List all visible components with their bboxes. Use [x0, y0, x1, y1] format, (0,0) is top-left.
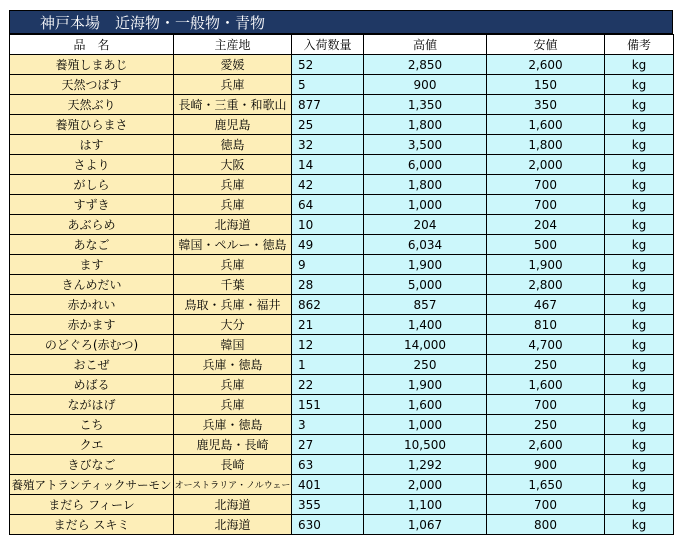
table-row [10, 415, 674, 435]
cell-note: kg [605, 135, 674, 155]
cell-name: おこぜ [10, 355, 174, 375]
cell-name: 養殖アトランティックサーモン [10, 475, 174, 495]
table-row [10, 375, 674, 395]
cell-low-price: 1,800 [487, 135, 605, 155]
table-row [10, 115, 674, 135]
cell-name: まだら フィーレ [10, 495, 174, 515]
cell-name: ながはげ [10, 395, 174, 415]
table-row [10, 75, 674, 95]
cell-note: kg [605, 475, 674, 495]
cell-quantity: 52 [292, 55, 364, 75]
cell-origin: 兵庫 [174, 395, 292, 415]
cell-name: のどぐろ(赤むつ) [10, 335, 174, 355]
header-origin: 主産地 [174, 35, 292, 55]
cell-low-price: 150 [487, 75, 605, 95]
cell-origin: 長崎・三重・和歌山 [174, 95, 292, 115]
price-sheet [9, 10, 673, 535]
cell-low-price: 250 [487, 415, 605, 435]
table-row [10, 295, 674, 315]
cell-high-price: 1,800 [364, 175, 487, 195]
cell-name: ます [10, 255, 174, 275]
cell-note: kg [605, 335, 674, 355]
header-row [10, 35, 674, 55]
cell-low-price: 467 [487, 295, 605, 315]
table-row [10, 455, 674, 475]
cell-high-price: 1,400 [364, 315, 487, 335]
cell-quantity: 877 [292, 95, 364, 115]
header-low-price: 安値 [487, 35, 605, 55]
cell-quantity: 862 [292, 295, 364, 315]
header-name: 品 名 [10, 35, 174, 55]
table-row [10, 95, 674, 115]
cell-high-price: 1,292 [364, 455, 487, 475]
cell-name: 赤かれい [10, 295, 174, 315]
cell-name: きびなご [10, 455, 174, 475]
cell-note: kg [605, 175, 674, 195]
cell-name: あぶらめ [10, 215, 174, 235]
cell-note: kg [605, 115, 674, 135]
cell-origin: 愛媛 [174, 55, 292, 75]
cell-origin: 兵庫・徳島 [174, 355, 292, 375]
cell-quantity: 32 [292, 135, 364, 155]
cell-note: kg [605, 215, 674, 235]
table-row [10, 155, 674, 175]
cell-quantity: 151 [292, 395, 364, 415]
cell-origin: 大阪 [174, 155, 292, 175]
cell-origin: 北海道 [174, 515, 292, 535]
table-row [10, 335, 674, 355]
cell-high-price: 1,000 [364, 415, 487, 435]
cell-low-price: 700 [487, 395, 605, 415]
cell-low-price: 350 [487, 95, 605, 115]
cell-quantity: 14 [292, 155, 364, 175]
cell-high-price: 204 [364, 215, 487, 235]
cell-origin: 韓国・ペルー・徳島 [174, 235, 292, 255]
cell-low-price: 1,600 [487, 115, 605, 135]
cell-name: 養殖しまあじ [10, 55, 174, 75]
table-row [10, 255, 674, 275]
cell-origin: 兵庫 [174, 375, 292, 395]
cell-low-price: 800 [487, 515, 605, 535]
cell-high-price: 14,000 [364, 335, 487, 355]
cell-quantity: 63 [292, 455, 364, 475]
cell-quantity: 355 [292, 495, 364, 515]
cell-name: はす [10, 135, 174, 155]
cell-origin: 兵庫 [174, 75, 292, 95]
cell-high-price: 6,034 [364, 235, 487, 255]
cell-low-price: 4,700 [487, 335, 605, 355]
cell-high-price: 1,350 [364, 95, 487, 115]
cell-origin: 鹿児島 [174, 115, 292, 135]
cell-note: kg [605, 55, 674, 75]
cell-high-price: 10,500 [364, 435, 487, 455]
cell-note: kg [605, 255, 674, 275]
cell-name: こち [10, 415, 174, 435]
table-row [10, 175, 674, 195]
cell-note: kg [605, 455, 674, 475]
table-row [10, 435, 674, 455]
cell-low-price: 2,000 [487, 155, 605, 175]
table-row [10, 135, 674, 155]
cell-quantity: 5 [292, 75, 364, 95]
cell-low-price: 1,900 [487, 255, 605, 275]
cell-note: kg [605, 355, 674, 375]
table-row [10, 215, 674, 235]
cell-note: kg [605, 95, 674, 115]
price-table [9, 34, 674, 535]
table-row [10, 235, 674, 255]
cell-origin: 徳島 [174, 135, 292, 155]
cell-origin: オーストラリア・ノルウェー [174, 475, 292, 495]
cell-note: kg [605, 395, 674, 415]
cell-quantity: 10 [292, 215, 364, 235]
cell-origin: 長崎 [174, 455, 292, 475]
table-row [10, 355, 674, 375]
cell-low-price: 810 [487, 315, 605, 335]
cell-low-price: 2,600 [487, 55, 605, 75]
cell-high-price: 900 [364, 75, 487, 95]
cell-high-price: 5,000 [364, 275, 487, 295]
cell-quantity: 28 [292, 275, 364, 295]
table-row [10, 55, 674, 75]
table-row [10, 495, 674, 515]
table-row [10, 395, 674, 415]
cell-name: あなご [10, 235, 174, 255]
cell-note: kg [605, 495, 674, 515]
cell-name: さより [10, 155, 174, 175]
cell-name: クエ [10, 435, 174, 455]
cell-note: kg [605, 275, 674, 295]
cell-origin: 兵庫 [174, 175, 292, 195]
cell-high-price: 250 [364, 355, 487, 375]
cell-quantity: 49 [292, 235, 364, 255]
cell-origin: 兵庫 [174, 255, 292, 275]
cell-low-price: 700 [487, 195, 605, 215]
cell-high-price: 1,900 [364, 255, 487, 275]
header-note: 備考 [605, 35, 674, 55]
cell-origin: 北海道 [174, 495, 292, 515]
table-body [10, 55, 674, 535]
table-row [10, 515, 674, 535]
cell-name: 天然ぶり [10, 95, 174, 115]
cell-high-price: 1,600 [364, 395, 487, 415]
cell-quantity: 401 [292, 475, 364, 495]
cell-quantity: 1 [292, 355, 364, 375]
cell-low-price: 204 [487, 215, 605, 235]
cell-high-price: 1,000 [364, 195, 487, 215]
cell-high-price: 1,067 [364, 515, 487, 535]
cell-low-price: 2,800 [487, 275, 605, 295]
cell-name: 赤かます [10, 315, 174, 335]
cell-name: まだら スキミ [10, 515, 174, 535]
cell-high-price: 857 [364, 295, 487, 315]
cell-quantity: 42 [292, 175, 364, 195]
table-row [10, 475, 674, 495]
cell-low-price: 1,600 [487, 375, 605, 395]
cell-origin: 兵庫 [174, 195, 292, 215]
cell-note: kg [605, 295, 674, 315]
cell-note: kg [605, 515, 674, 535]
cell-origin: 大分 [174, 315, 292, 335]
cell-note: kg [605, 315, 674, 335]
cell-note: kg [605, 415, 674, 435]
cell-high-price: 1,800 [364, 115, 487, 135]
cell-origin: 兵庫・徳島 [174, 415, 292, 435]
cell-name: きんめだい [10, 275, 174, 295]
table-row [10, 275, 674, 295]
cell-name: すずき [10, 195, 174, 215]
cell-quantity: 27 [292, 435, 364, 455]
cell-low-price: 700 [487, 175, 605, 195]
cell-quantity: 3 [292, 415, 364, 435]
cell-note: kg [605, 155, 674, 175]
cell-high-price: 1,900 [364, 375, 487, 395]
cell-name: 天然つばす [10, 75, 174, 95]
cell-high-price: 2,000 [364, 475, 487, 495]
cell-origin: 北海道 [174, 215, 292, 235]
cell-origin: 千葉 [174, 275, 292, 295]
cell-name: がしら [10, 175, 174, 195]
sheet-title: 神戸本場 近海物・一般物・青物 [9, 10, 673, 34]
cell-high-price: 6,000 [364, 155, 487, 175]
table-row [10, 315, 674, 335]
cell-note: kg [605, 195, 674, 215]
cell-quantity: 21 [292, 315, 364, 335]
cell-note: kg [605, 235, 674, 255]
cell-quantity: 630 [292, 515, 364, 535]
cell-quantity: 64 [292, 195, 364, 215]
cell-note: kg [605, 375, 674, 395]
cell-high-price: 2,850 [364, 55, 487, 75]
cell-origin: 鳥取・兵庫・福井 [174, 295, 292, 315]
cell-origin: 韓国 [174, 335, 292, 355]
cell-note: kg [605, 435, 674, 455]
cell-name: めばる [10, 375, 174, 395]
cell-low-price: 500 [487, 235, 605, 255]
cell-low-price: 2,600 [487, 435, 605, 455]
header-high-price: 高値 [364, 35, 487, 55]
cell-high-price: 1,100 [364, 495, 487, 515]
cell-note: kg [605, 75, 674, 95]
cell-quantity: 22 [292, 375, 364, 395]
cell-quantity: 25 [292, 115, 364, 135]
cell-low-price: 900 [487, 455, 605, 475]
cell-low-price: 700 [487, 495, 605, 515]
cell-low-price: 1,650 [487, 475, 605, 495]
table-row [10, 195, 674, 215]
cell-low-price: 250 [487, 355, 605, 375]
cell-quantity: 12 [292, 335, 364, 355]
cell-quantity: 9 [292, 255, 364, 275]
header-quantity: 入荷数量 [292, 35, 364, 55]
cell-origin: 鹿児島・長崎 [174, 435, 292, 455]
cell-high-price: 3,500 [364, 135, 487, 155]
cell-name: 養殖ひらまさ [10, 115, 174, 135]
